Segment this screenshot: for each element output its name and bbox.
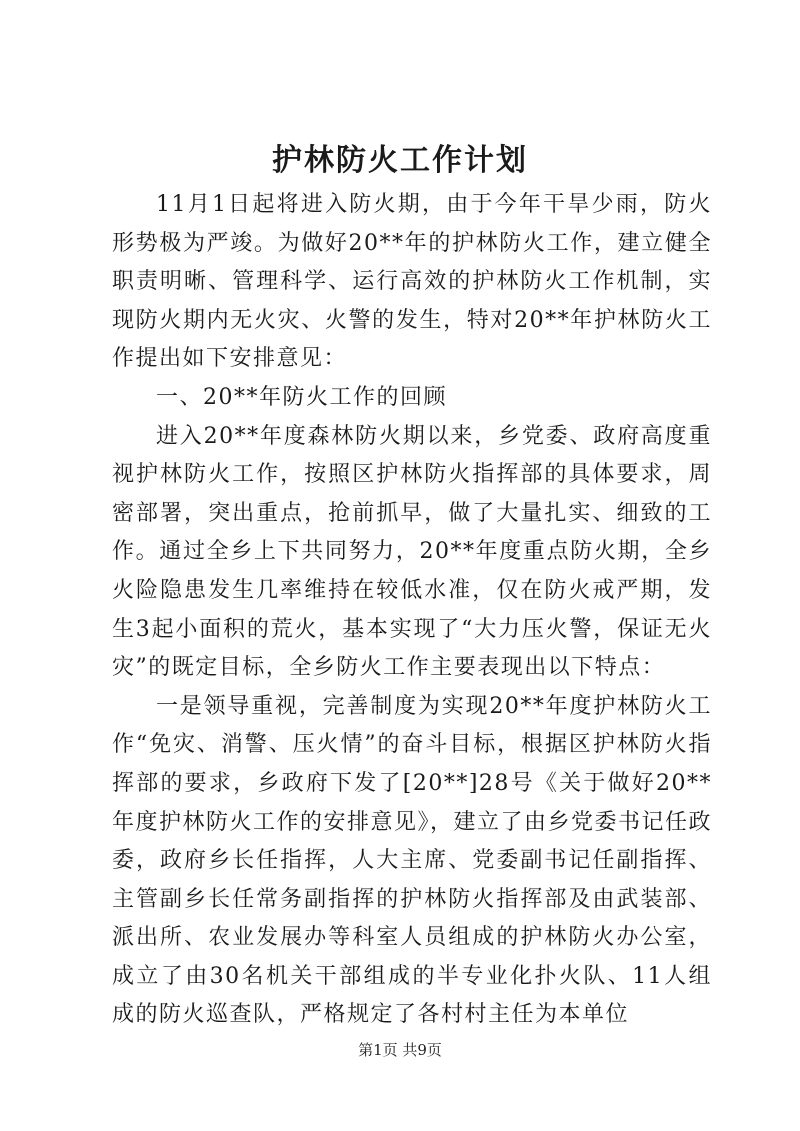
paragraph-leadership: 一是领导重视，完善制度为实现20**年度护林防火工作“免灾、消警、压火情”的奋斗目标，根据区护林防火指挥部的要求，乡政府下发了[20**]28号《关于做好20**年度护林防火工作的安排意见》，建立了由乡党委书记任政委，政府乡长任指挥，人大主席、党委副书记任副指挥、主管副乡长任常务副指挥的护林防火指挥部及由武装部、派出所、农业发展办等科室人员组成的护林防火办公室，成立了由30名机关干部组成的半专业化扑火队、11人组成的防火巡查队，严格规定了各村村主任为本单位 (112, 693, 713, 1028)
section-heading-review: 一、20**年防火工作的回顾 (156, 384, 447, 410)
paragraph-intro: 11月1日起将进入防火期，由于今年干旱少雨，防火形势极为严竣。为做好20**年的护林防火工作，建立健全职责明晰、管理科学、运行高效的护林防火工作机制，实现防火期内无火灾、火警的发生，特对20**年护林防火工作提出如下安排意见： (112, 192, 712, 372)
document-title: 护林防火工作计划 (272, 143, 528, 178)
paragraph-review: 进入20**年度森林防火期以来，乡党委、政府高度重视护林防火工作，按照区护林防火指挥部的具体要求，周密部署，突出重点，抢前抓早，做了大量扎实、细致的工作。通过全乡上下共同努力，20**年度重点防火期，全乡火险隐患发生几率维持在较低水准，仅在防火戒严期，发生3起小面积的荒火，基本实现了“大力压火警，保证无火灾”的既定目标，全乡防火工作主要表现出以下特点： (112, 423, 712, 681)
page-number-footer: 第1页 共9页 (358, 1041, 442, 1059)
document-body (112, 186, 712, 1035)
